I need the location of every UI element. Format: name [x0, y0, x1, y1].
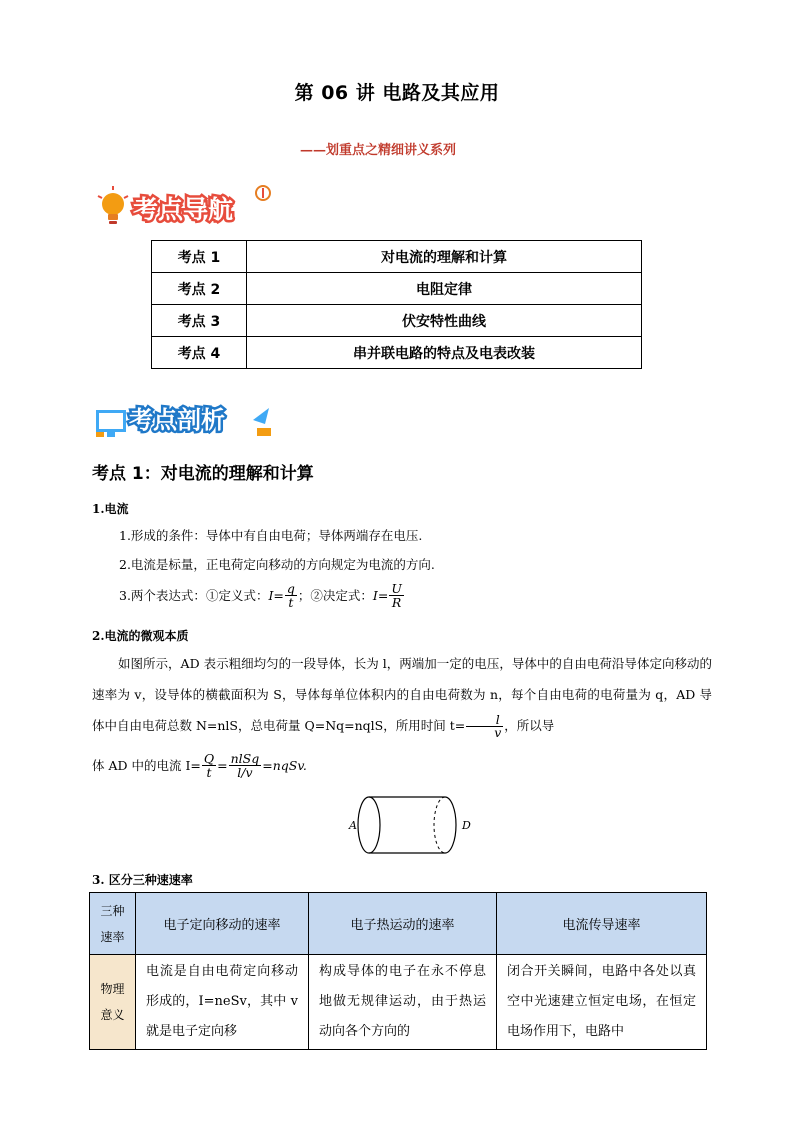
formula-line	[119, 582, 405, 609]
determination-lhs: I=	[372, 588, 389, 604]
table-corner-cell: 三种 速率	[90, 893, 136, 955]
svg-text:考点导航: 考点导航	[133, 195, 234, 224]
svg-text:考点剖析: 考点剖析	[129, 406, 225, 434]
book-icon	[96, 410, 126, 437]
topic-title: 电阻定律	[247, 273, 642, 305]
table-header-cell: 电子热运动的速率	[309, 893, 497, 955]
topic-title: 串并联电路的特点及电表改装	[247, 337, 642, 369]
fraction-u-over-r: $\frac{U}{R}$	[391, 581, 402, 611]
fraction-q-over-t: $\frac{q}{t}$	[286, 581, 295, 611]
subsection-heading-current: 1.电流	[92, 502, 129, 516]
analysis-banner	[93, 400, 278, 440]
conductor-cylinder-figure	[345, 794, 475, 856]
rocket-icon	[253, 408, 271, 436]
subsection-heading-speeds: 3. 区分三种速速率	[92, 873, 193, 887]
subsection-heading-micro: 2.电流的微观本质	[92, 629, 189, 643]
section-heading: 考点 1：对电流的理解和计算	[92, 464, 314, 484]
svg-text:D: D	[462, 819, 471, 832]
compass-icon	[256, 186, 270, 200]
page-title: 第 06 讲 电路及其应用	[294, 82, 500, 104]
page-subtitle: ——划重点之精细讲义系列	[300, 143, 457, 158]
svg-text:A: A	[349, 819, 357, 832]
table-cell: 闭合开关瞬间，电路中各处以真空中光速建立恒定电场，在恒定电场作用下，电路中	[497, 955, 707, 1050]
topic-title: 对电流的理解和计算	[247, 241, 642, 273]
speed-comparison-table	[89, 892, 707, 1050]
paragraph-line: 2.电流是标量，正电荷定向移动的方向规定为电流的方向.	[119, 557, 435, 572]
topic-key: 考点 3	[152, 305, 247, 337]
definition-label: ①定义式：	[205, 588, 269, 604]
table-row	[152, 337, 642, 369]
topic-key: 考点 1	[152, 241, 247, 273]
table-header-cell: 电子定向移动的速率	[136, 893, 309, 955]
fraction-q-over-t-2: $\frac{Q}{t}$	[203, 751, 215, 781]
paragraph-line: 1.形成的条件：导体中有自由电荷；导体两端存在电压.	[119, 528, 423, 543]
table-row-header: 物理 意义	[90, 955, 136, 1050]
table-cell: 电流是自由电荷定向移动形成的，I=neSv，其中 v 就是电子定向移	[136, 955, 309, 1050]
topic-key: 考点 2	[152, 273, 247, 305]
separator: ；	[297, 588, 311, 604]
lightbulb-icon	[98, 186, 128, 224]
current-formula-line: 体 AD 中的电流 I= $\frac{Q}{t}$ = $\frac{\text{nlSq}}{l/v}$ =nqSv.	[92, 751, 307, 781]
determination-label: ②决定式：	[310, 588, 373, 604]
table-row	[152, 241, 642, 273]
formula-prefix: 3.两个表达式：	[119, 588, 206, 604]
table-row	[152, 273, 642, 305]
table-header-cell: 电流传导速率	[497, 893, 707, 955]
fraction-nlsq-over-lv: $\frac{\text{nlSq}}{l/v}$	[230, 751, 260, 781]
definition-lhs: I=	[268, 588, 284, 604]
table-row	[152, 305, 642, 337]
topic-navigation-table	[151, 240, 642, 369]
fraction-l-over-v: $\frac{l}{v}$	[466, 714, 503, 740]
topic-title: 伏安特性曲线	[247, 305, 642, 337]
topic-key: 考点 4	[152, 337, 247, 369]
nav-banner	[95, 184, 275, 234]
table-cell: 构成导体的电子在永不停息地做无规律运动，由于热运动向各个方向的	[309, 955, 497, 1050]
micro-paragraph: 如图所示，AD 表示粗细均匀的一段导体，长为 l，两端加一定的电压，导体中的自由电荷沿导体定向移动的速率为 v，设导体的横截面积为 S，导体每单位体积内的自由电荷数为 n，每个自由电荷的电荷量为 q，AD 导体中自由电荷总数 N=nlS，总电荷量 Q=Nq=nqlS，所用时间 t= $\frac{l}{v}$ ，所以导	[92, 656, 712, 740]
